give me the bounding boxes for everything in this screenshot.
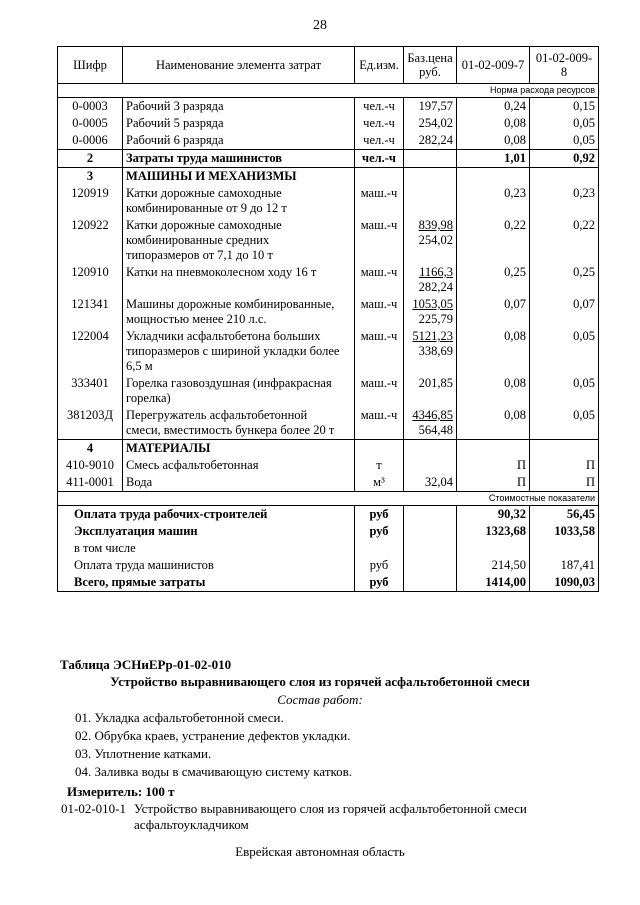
cell-code: 2 xyxy=(58,150,123,168)
cell-name: Катки дорожные самоходные комбинированные от 9 до 12 т xyxy=(123,185,355,217)
summary-col2: 56,45 xyxy=(530,506,599,524)
cell-unit xyxy=(355,168,404,186)
resource-table xyxy=(57,46,599,592)
cell-col1: П xyxy=(457,457,530,474)
cell-col2 xyxy=(530,440,599,458)
norm-label-row xyxy=(58,84,599,98)
summary-row xyxy=(58,574,599,592)
table-row xyxy=(58,264,599,296)
table-row xyxy=(58,328,599,375)
summary-row xyxy=(58,506,599,524)
cell-name: МАШИНЫ И МЕХАНИЗМЫ xyxy=(123,168,355,186)
cell-unit xyxy=(355,440,404,458)
summary-unit: руб xyxy=(355,574,404,592)
cell-code: 122004 xyxy=(58,328,123,375)
summary-col2 xyxy=(530,540,599,557)
summary-col2: 1090,03 xyxy=(530,574,599,592)
summary-unit: руб xyxy=(355,523,404,540)
cell-col2: 0,23 xyxy=(530,185,599,217)
summary-unit: руб xyxy=(355,506,404,524)
summary-empty xyxy=(404,506,457,524)
table-row xyxy=(58,457,599,474)
summary-empty xyxy=(404,574,457,592)
cell-code: 120922 xyxy=(58,217,123,264)
cell-unit: маш.-ч xyxy=(355,217,404,264)
table-row xyxy=(58,407,599,440)
table-title: Таблица ЭСНиЕРр-01-02-010 xyxy=(60,657,232,672)
cell-unit: т xyxy=(355,457,404,474)
header-name: Наименование элемента затрат xyxy=(123,47,355,84)
cell-code: 121341 xyxy=(58,296,123,328)
summary-label: Всего, прямые затраты xyxy=(58,574,355,592)
cell-price: 1053,05 225,79 xyxy=(404,296,457,328)
header-col1: 01-02-009-7 xyxy=(457,47,530,84)
cell-col2: П xyxy=(530,474,599,492)
cell-col1: 0,08 xyxy=(457,132,530,150)
table-row xyxy=(58,217,599,264)
cell-name: Катки дорожные самоходные комбинированные средних типоразмеров от 7,1 до 10 т xyxy=(123,217,355,264)
cell-name: Перегружатель асфальтобетонной смеси, вместимость бункера более 20 т xyxy=(123,407,355,440)
summary-col1: 90,32 xyxy=(457,506,530,524)
summary-col1: 1323,68 xyxy=(457,523,530,540)
cell-unit: маш.-ч xyxy=(355,328,404,375)
cell-price: 4346,85 564,48 xyxy=(404,407,457,440)
cell-code: 0-0003 xyxy=(58,98,123,116)
cell-col1: 1,01 xyxy=(457,150,530,168)
cell-code: 0-0006 xyxy=(58,132,123,150)
cell-col1: 0,24 xyxy=(457,98,530,116)
footer-region: Еврейская автономная область xyxy=(235,844,405,859)
cell-name: Катки на пневмоколесном ходу 16 т xyxy=(123,264,355,296)
cell-price: 32,04 xyxy=(404,474,457,492)
cell-col1: 0,08 xyxy=(457,328,530,375)
work-step: 01. Укладка асфальтобетонной смеси. xyxy=(75,710,284,725)
cell-unit: маш.-ч xyxy=(355,296,404,328)
summary-label: Оплата труда рабочих-строителей xyxy=(58,506,355,524)
cell-name: Вода xyxy=(123,474,355,492)
cell-name: Укладчики асфальтобетона больших типоразмеров с шириной укладки более 6,5 м xyxy=(123,328,355,375)
cell-price xyxy=(404,168,457,186)
summary-col1: 214,50 xyxy=(457,557,530,574)
cell-name: Горелка газовоздушная (инфракрасная горелка) xyxy=(123,375,355,407)
header-col2: 01-02-009-8 xyxy=(530,47,599,84)
summary-col2: 187,41 xyxy=(530,557,599,574)
summary-col2: 1033,58 xyxy=(530,523,599,540)
cell-code: 0-0005 xyxy=(58,115,123,132)
cell-name: Рабочий 3 разряда xyxy=(123,98,355,116)
cell-col1: 0,25 xyxy=(457,264,530,296)
cell-price: 254,02 xyxy=(404,115,457,132)
cell-unit: чел.-ч xyxy=(355,150,404,168)
cell-price: 197,57 xyxy=(404,98,457,116)
cell-col2: 0,92 xyxy=(530,150,599,168)
summary-empty xyxy=(404,557,457,574)
summary-empty xyxy=(404,523,457,540)
cell-price: 201,85 xyxy=(404,375,457,407)
cell-price: 5121,23 338,69 xyxy=(404,328,457,375)
cell-name: Затраты труда машинистов xyxy=(123,150,355,168)
cell-col1: 0,23 xyxy=(457,185,530,217)
table-row xyxy=(58,296,599,328)
cell-col1: 0,08 xyxy=(457,115,530,132)
cell-name: Смесь асфальтобетонная xyxy=(123,457,355,474)
header-unit: Ед.изм. xyxy=(355,47,404,84)
cell-name: Машины дорожные комбинированные, мощностью менее 210 л.с. xyxy=(123,296,355,328)
cell-col2 xyxy=(530,168,599,186)
cell-name: Рабочий 6 разряда xyxy=(123,132,355,150)
cell-code: 3 xyxy=(58,168,123,186)
table-row xyxy=(58,132,599,150)
cell-code: 411-0001 xyxy=(58,474,123,492)
cell-col1: 0,07 xyxy=(457,296,530,328)
cell-col1: 0,08 xyxy=(457,407,530,440)
section-subtitle: Устройство выравнивающего слоя из горячей асфальтобетонной смеси xyxy=(110,674,530,689)
cell-code: 120910 xyxy=(58,264,123,296)
cell-unit: маш.-ч xyxy=(355,264,404,296)
cell-col2: 0,05 xyxy=(530,375,599,407)
work-step: 03. Уплотнение катками. xyxy=(75,746,212,761)
item-code: 01-02-010-1 xyxy=(61,801,126,816)
summary-row xyxy=(58,540,599,557)
summary-row xyxy=(58,557,599,574)
summary-unit xyxy=(355,540,404,557)
cell-col2: 0,25 xyxy=(530,264,599,296)
cell-price: 839,98 254,02 xyxy=(404,217,457,264)
table-row xyxy=(58,440,599,458)
table-row xyxy=(58,98,599,116)
cell-unit: маш.-ч xyxy=(355,375,404,407)
cell-col2: П xyxy=(530,457,599,474)
table-row xyxy=(58,150,599,168)
item-text-line1: Устройство выравнивающего слоя из горячей асфальтобетонной смеси xyxy=(134,801,527,816)
summary-empty xyxy=(404,540,457,557)
cell-price xyxy=(404,457,457,474)
cell-col2: 0,07 xyxy=(530,296,599,328)
cell-col2: 0,05 xyxy=(530,132,599,150)
item-text-line2: асфальтоукладчиком xyxy=(134,817,249,832)
cell-price: 1166,3 282,24 xyxy=(404,264,457,296)
cell-code: 333401 xyxy=(58,375,123,407)
cell-price xyxy=(404,440,457,458)
cell-unit: чел.-ч xyxy=(355,98,404,116)
summary-label: Эксплуатация машин xyxy=(58,523,355,540)
table-row xyxy=(58,185,599,217)
table-row xyxy=(58,375,599,407)
cell-col1 xyxy=(457,440,530,458)
cell-name: МАТЕРИАЛЫ xyxy=(123,440,355,458)
summary-col1: 1414,00 xyxy=(457,574,530,592)
work-step: 02. Обрубка краев, устранение дефектов укладки. xyxy=(75,728,351,743)
header-row xyxy=(58,47,599,84)
cell-col2: 0,05 xyxy=(530,115,599,132)
summary-row xyxy=(58,523,599,540)
cell-code: 120919 xyxy=(58,185,123,217)
page-number: 28 xyxy=(313,18,327,33)
table-row xyxy=(58,474,599,492)
summary-col1 xyxy=(457,540,530,557)
cell-code: 410-9010 xyxy=(58,457,123,474)
cell-col2: 0,05 xyxy=(530,407,599,440)
cell-unit: м³ xyxy=(355,474,404,492)
cell-col1: 0,22 xyxy=(457,217,530,264)
cost-label: Стоимостные показатели xyxy=(58,492,599,506)
cell-price xyxy=(404,185,457,217)
measure: Измеритель: 100 т xyxy=(67,784,175,799)
cell-unit: маш.-ч xyxy=(355,407,404,440)
cell-col1: П xyxy=(457,474,530,492)
summary-label: Оплата труда машинистов xyxy=(58,557,355,574)
norm-label: Норма расхода ресурсов xyxy=(58,84,599,98)
cell-unit: чел.-ч xyxy=(355,115,404,132)
cell-code: 381203Д xyxy=(58,407,123,440)
header-code: Шифр xyxy=(58,47,123,84)
cell-code: 4 xyxy=(58,440,123,458)
cell-col2: 0,22 xyxy=(530,217,599,264)
summary-unit: руб xyxy=(355,557,404,574)
composition-title: Состав работ: xyxy=(277,692,363,707)
cell-col2: 0,05 xyxy=(530,328,599,375)
cost-label-row xyxy=(58,492,599,506)
table-row xyxy=(58,168,599,186)
table-row xyxy=(58,115,599,132)
work-step: 04. Заливка воды в смачивающую систему катков. xyxy=(75,764,353,779)
cell-price: 282,24 xyxy=(404,132,457,150)
cell-unit: чел.-ч xyxy=(355,132,404,150)
cell-col1 xyxy=(457,168,530,186)
cell-name: Рабочий 5 разряда xyxy=(123,115,355,132)
cell-col2: 0,15 xyxy=(530,98,599,116)
cell-price xyxy=(404,150,457,168)
cell-col1: 0,08 xyxy=(457,375,530,407)
header-price: Баз.цена руб. xyxy=(404,47,457,84)
summary-label: в том числе xyxy=(58,540,355,557)
cell-unit: маш.-ч xyxy=(355,185,404,217)
